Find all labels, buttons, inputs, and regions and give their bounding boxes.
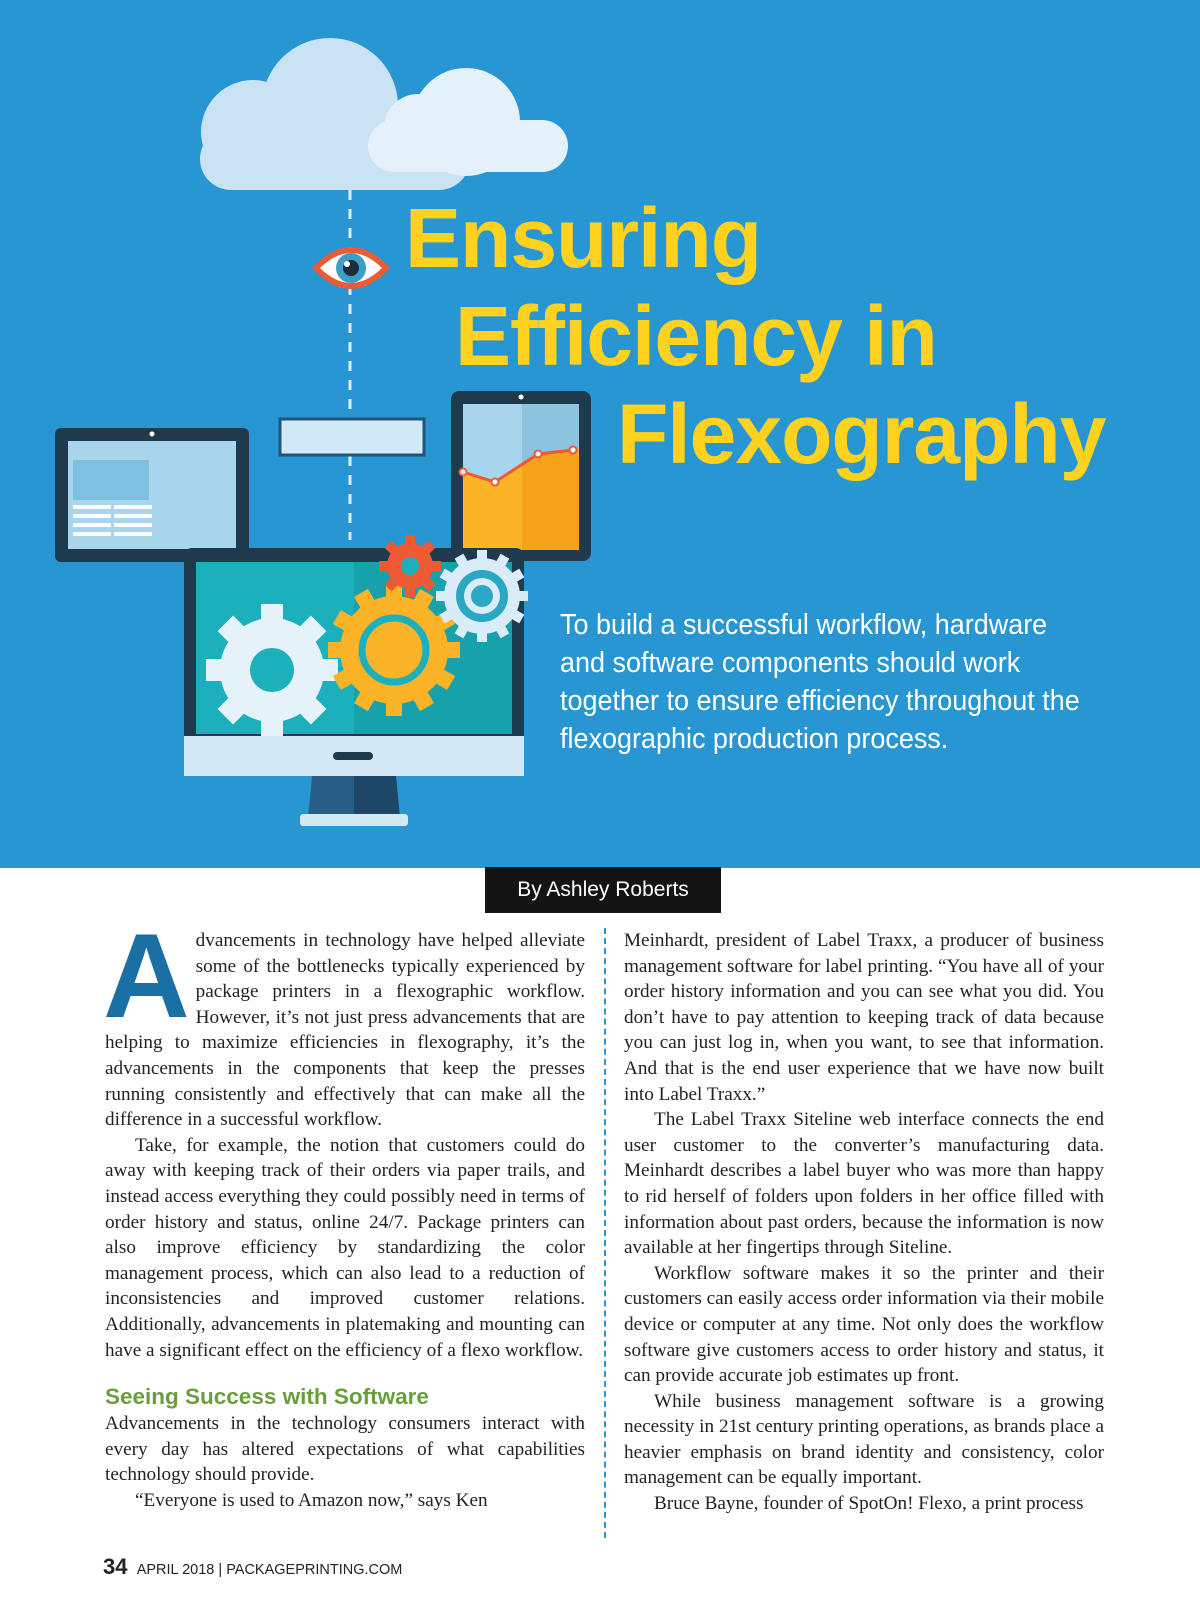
article-paragraph: Advancements in the technology consumers interact with every day has altered expectations of what capabilities technology should provide. xyxy=(105,1413,585,1486)
section-subhead: Seeing Success with Software xyxy=(105,1384,429,1410)
article-paragraph: Bruce Bayne, founder of SpotOn! Flexo, a print process xyxy=(654,1493,1084,1515)
article-paragraph: “Everyone is used to Amazon now,” says Ken xyxy=(135,1489,488,1511)
page-footer xyxy=(103,1554,402,1580)
article-column-right xyxy=(624,928,1104,1517)
article-paragraph: While business management software is a growing necessity in 21st century printing operations, as brands place a heavier emphasis on brand identity and consistency, color management can be equally important. xyxy=(624,1390,1104,1489)
article-paragraph: Workflow software makes it so the printer and their customers can easily access order information via their mobile device or computer at any time. Not only does the workflow software give customers access to order history and status, it can provide accurate job estimates up front. xyxy=(624,1262,1104,1387)
article-paragraph: Take, for example, the notion that customers could do away with keeping track of their orders via paper trails, and instead access everything they could possibly need in terms of order history and status, online 24/7. Package printers can also improve efficiency by standardizing the color management process, which can also lead to a reduction of inconsistencies and improved customer relations. Additionally, advancements in platemaking and mounting can have a significant effect on the efficiency of a flexo workflow. xyxy=(105,1134,585,1361)
tablet-icon xyxy=(55,428,249,562)
article-column-left xyxy=(103,909,585,1513)
byline: By Ashley Roberts xyxy=(485,867,721,913)
headline-line-3: Flexography xyxy=(617,387,1106,481)
eye-icon xyxy=(312,247,390,289)
headline-line-1: Ensuring xyxy=(405,191,762,285)
paragraph-text: dvancements in technology have helped alleviate some of the bottlenecks typically experienced by package printers in a flexographic workflow. However, it’s not just press advancements that are helping to maximize efficiencies in flexography, it’s the advancements in the components that keep the presses running consistently and effectively that can make all the difference in a successful workflow. xyxy=(105,930,585,1131)
drop-cap: A xyxy=(103,909,190,1043)
deck-subtitle: To build a successful workflow, hardware and software components should work together to ensure efficiency throughout the flexographic production process. xyxy=(560,609,1080,755)
article-paragraph: The Label Traxx Siteline web interface connects the end user customer to the converter’s manufacturing data. Meinhardt describes a label buyer who was more than happy to rid herself of folders upon folders in her office filled with information about past orders, because the information is now available at her fingertips through Siteline. xyxy=(624,1109,1104,1259)
footer-text: APRIL 2018 | PACKAGEPRINTING.COM xyxy=(136,1562,403,1578)
cloud-icon xyxy=(200,38,568,190)
line-chart-icon xyxy=(451,391,591,561)
article-paragraph xyxy=(103,909,585,1133)
headline-line-2: Efficiency in xyxy=(455,289,937,383)
article-paragraph: Meinhardt, president of Label Traxx, a producer of business management software for label printing. “You have all of your order history information and you can see what you did. You don’t have to pay attention to keeping track of data because you can just log in, when you want, to see that information. And that is the end user experience that we have now built into Label Traxx.” xyxy=(624,930,1104,1105)
column-divider xyxy=(604,928,606,1538)
page-number: 34 xyxy=(103,1554,128,1579)
